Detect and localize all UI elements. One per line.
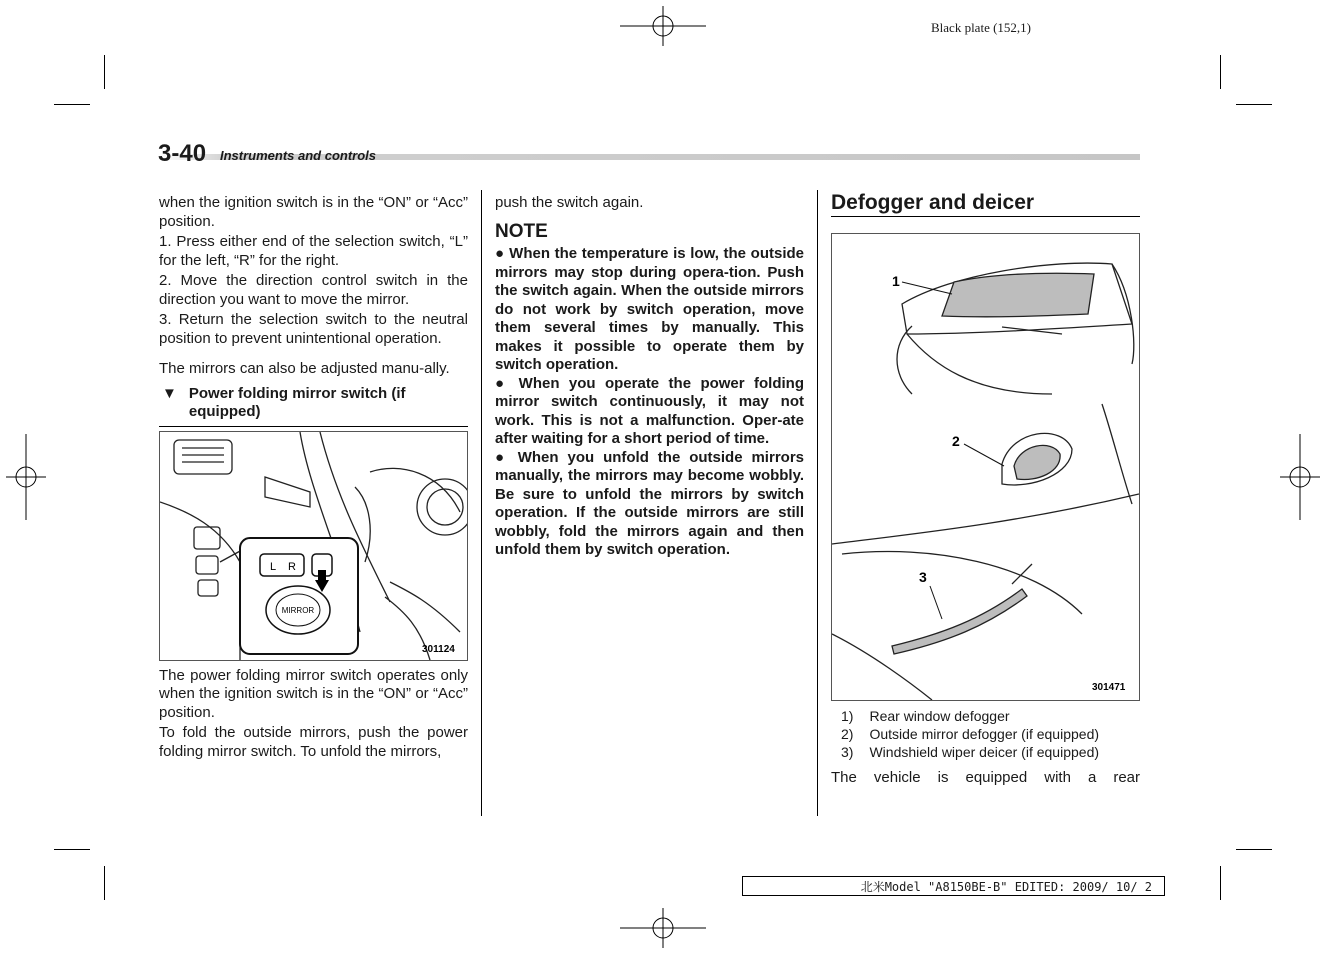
crop-mark	[104, 55, 105, 89]
mirror-switch-illustration	[160, 432, 467, 660]
callout-3: 3	[919, 568, 927, 585]
caption-text: Rear window defogger	[869, 707, 1010, 724]
switch-right-label: R	[288, 560, 296, 573]
caption-number: 2)	[841, 725, 854, 742]
plate-label: Black plate (152,1)	[931, 20, 1031, 35]
paragraph: The mirrors can also be adjusted manu-ally.	[159, 360, 450, 377]
caption-number: 3)	[841, 743, 854, 760]
triangle-marker-icon: ▼	[162, 384, 177, 402]
mirror-defogger	[1014, 445, 1060, 479]
caption-item	[841, 743, 1140, 761]
crop-mark	[1220, 866, 1221, 900]
paragraph: push the switch again.	[495, 194, 644, 211]
paragraph: when the ignition switch is in the “ON” or “Acc” position.	[159, 194, 468, 230]
column-divider	[817, 190, 818, 816]
figure-defogger	[831, 233, 1140, 701]
column-right	[831, 191, 1140, 789]
registration-mark-top	[620, 6, 706, 46]
subheading	[159, 385, 468, 422]
note-title: NOTE	[495, 220, 548, 242]
note-item: ● When you operate the power folding mirror switch continuously, it may not work. This is not a malfunction. Oper-ate after waiting for a short period of time.	[495, 374, 804, 447]
note-block	[495, 245, 804, 560]
registration-mark-bottom	[620, 908, 706, 948]
callout-1: 1	[892, 272, 900, 289]
caption-item	[841, 707, 1140, 725]
crop-mark	[104, 866, 105, 900]
rear-window-defogger	[942, 273, 1094, 317]
caption-item	[841, 725, 1140, 743]
note-item: ● When you unfold the outside mirrors manually, the mirrors may become wobbly. Be sure to unfold the mirrors by switch operation. If the outside mirrors are still wobbly, fold the mirrors again and then unfold them by switch operation.	[495, 448, 804, 558]
subheading-text: Power folding mirror switch (if equipped)	[188, 384, 406, 420]
registration-mark-left	[6, 434, 46, 520]
step-1: 1. Press either end of the selection switch, “L” for the left, “R” for the right.	[159, 233, 468, 269]
step-2: 2. Move the direction control switch in the direction you want to move the mirror.	[159, 272, 468, 308]
crop-mark	[1236, 104, 1272, 105]
column-middle	[495, 194, 804, 560]
paragraph: To fold the outside mirrors, push the power folding mirror switch. To unfold the mirrors,	[159, 724, 468, 760]
caption-text: Outside mirror defogger (if equipped)	[869, 725, 1100, 742]
column-left	[159, 194, 468, 763]
mirror-dial-label: MIRROR	[281, 605, 315, 615]
crop-mark	[54, 104, 90, 105]
note-item: ● When the temperature is low, the outside mirrors may stop during opera-tion. Push the switch again. When the outside mirrors do not work by switch operation, move them several times by manually. This makes it possible to operate them by switch operation.	[495, 245, 804, 373]
paragraph: The power folding mirror switch operates only when the ignition switch is in the “ON” or “Acc” position.	[159, 666, 468, 721]
paragraph: The vehicle is equipped with a rear	[831, 768, 1140, 786]
figure-code: 301471	[1092, 681, 1126, 693]
registration-mark-right	[1280, 434, 1320, 520]
caption-number: 1)	[841, 707, 854, 724]
edit-footer: 北米Model "A8150BE-B" EDITED: 2009/ 10/ 2	[742, 876, 1165, 896]
step-3: 3. Return the selection switch to the neutral position to prevent unintentional operation.	[159, 311, 468, 347]
figure-mirror-switch	[159, 431, 468, 661]
defogger-illustration	[832, 234, 1139, 700]
caption-text: Windshield wiper deicer (if equipped)	[869, 743, 1100, 760]
section-heading: Defogger and deicer	[831, 194, 1140, 217]
page-number: 3-40	[158, 140, 207, 167]
switch-left-label: L	[270, 560, 277, 573]
crop-mark	[1236, 849, 1272, 850]
section-title: Instruments and controls	[220, 148, 377, 163]
crop-mark	[54, 849, 90, 850]
figure-code: 301124	[422, 643, 455, 655]
column-divider	[481, 190, 482, 816]
figure-captions	[841, 707, 1140, 761]
wiper-deicer	[892, 589, 1027, 654]
callout-2: 2	[952, 432, 960, 449]
crop-mark	[1220, 55, 1221, 89]
